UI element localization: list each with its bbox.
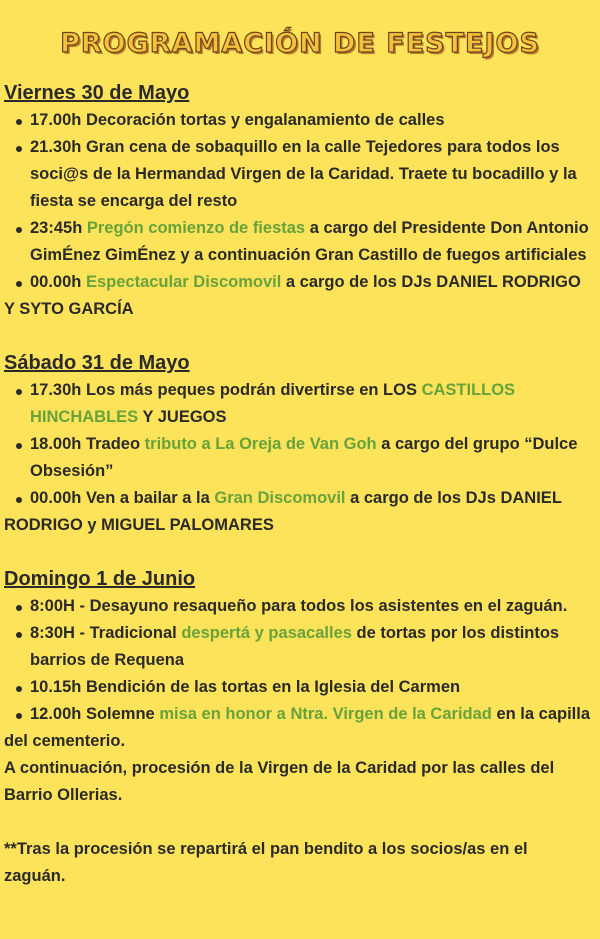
event-text: Los más peques podrán divertirse en LOS [81,381,422,399]
schedule [0,68,600,890]
event-text: Decoración tortas y engalanamiento de calles [81,111,445,129]
event-item [4,215,600,269]
event-time: 21.30h [30,138,82,156]
event-text: a cargo de los DJs DANIEL RODRIGO y MIGUEL PALOMARES [4,489,562,534]
event-list-sabado [4,377,600,539]
event-time: 18.00h [30,435,82,453]
event-time: 8:30H [30,624,75,642]
procession-note: A continuación, procesión de la Virgen de la Caridad por las calles del Barrio Ollerias. [4,759,555,804]
event-text: Y JUEGOS [138,408,227,426]
event-text: Gran cena de sobaquillo en la calle Tejedores para todos los soci@s de la Hermandad Virgen de la Caridad. Traete tu bocadillo y la fiesta se encarga del resto [30,138,577,210]
footnote: **Tras la procesión se repartirá el pan bendito a los socios/as en el zaguán. [4,840,528,885]
event-highlight: Gran Discomovil [214,489,346,507]
event-time: 23:45h [30,219,83,237]
event-time: 17.30h [30,381,82,399]
event-highlight: tributo a La Oreja de Van Goh [144,435,377,453]
event-text: - Desayuno resaqueño para todos los asistentes en el zaguán. [74,597,568,615]
event-list-viernes [4,107,600,323]
event-text: en la capilla del cementerio. [4,705,591,750]
event-item [4,620,600,674]
event-time: 17.00h [30,111,82,129]
event-highlight: CASTILLOS HINCHABLES [30,381,516,426]
event-highlight: Espectacular Discomovil [85,273,282,291]
event-text: a cargo de los DJs DANIEL RODRIGO Y SYTO GARCÍA [4,273,581,318]
event-list-domingo [4,593,600,755]
day-heading-viernes: Viernes 30 de Mayo [4,82,190,104]
event-text: a cargo del Presidente Don Antonio GimÉnez GimÉnez y a continuación Gran Castillo de fuegos artificiales [30,219,589,264]
event-highlight: misa en honor a Ntra. Virgen de la Caridad [159,705,492,723]
event-text: a cargo del grupo “Dulce Obsesión” [30,435,578,480]
event-time: 12.00h [30,705,82,723]
event-text: Ven a bailar a la [81,489,215,507]
event-text: de tortas por los distintos barrios de Requena [30,624,560,669]
event-item [4,377,600,431]
event-time: 10.15h [30,678,82,696]
event-highlight: Pregón comienzo de fiestas [86,219,306,237]
event-item [4,485,600,539]
day-heading-sabado: Sábado 31 de Mayo [4,352,190,374]
event-item [4,107,600,134]
event-text: Bendición de las tortas en la Iglesia del Carmen [81,678,461,696]
event-item [4,134,600,215]
event-time: 00.00h [30,273,82,291]
event-item [4,431,600,485]
event-text: Solemne [81,705,160,723]
event-text: - Tradicional [74,624,182,642]
event-item [4,701,600,755]
event-highlight: despertá y pasacalles [181,624,352,642]
page-title: PROGRAMACIÓN DE FESTEJOS [60,28,540,59]
event-time: 00.00h [30,489,82,507]
event-item [4,674,600,701]
day-heading-domingo: Domingo 1 de Junio [4,568,196,590]
event-text: Tradeo [81,435,145,453]
event-time: 8:00H [30,597,75,615]
event-item [4,593,600,620]
event-item [4,269,600,323]
